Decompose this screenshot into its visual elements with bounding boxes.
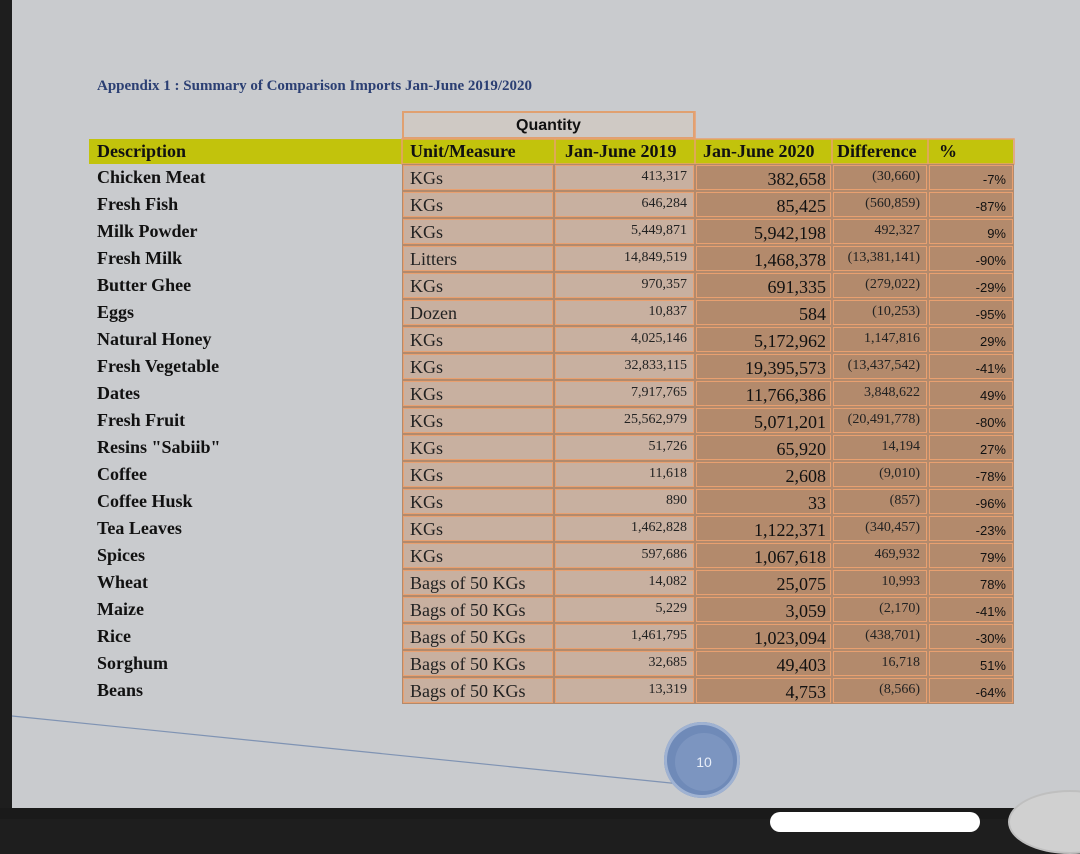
table-row — [0, 650, 1080, 677]
row-qty-2019: 5,449,871 — [555, 219, 694, 244]
appendix-title: Appendix 1 : Summary of Comparison Imports Jan-June 2019/2020 — [97, 78, 533, 94]
row-unit: KGs — [403, 435, 553, 460]
row-qty-2020: 5,942,198 — [696, 219, 831, 244]
row-difference: (340,457) — [833, 516, 927, 541]
row-unit: Dozen — [403, 300, 553, 325]
row-qty-2019: 51,726 — [555, 435, 694, 460]
row-qty-2019: 597,686 — [555, 543, 694, 568]
row-qty-2019: 32,685 — [555, 651, 694, 676]
row-qty-2020: 2,608 — [696, 462, 831, 487]
table-row — [0, 218, 1080, 245]
row-qty-2020: 5,071,201 — [696, 408, 831, 433]
row-unit: Bags of 50 KGs — [403, 624, 553, 649]
header-difference: Difference — [837, 141, 917, 161]
row-description: Coffee Husk — [97, 491, 193, 511]
row-qty-2020: 584 — [696, 300, 831, 325]
home-indicator[interactable] — [770, 812, 980, 832]
row-difference: 16,718 — [833, 651, 927, 676]
row-percent: 79% — [929, 543, 1013, 568]
row-qty-2020: 85,425 — [696, 192, 831, 217]
table-row — [0, 272, 1080, 299]
row-percent: 49% — [929, 381, 1013, 406]
row-percent: -23% — [929, 516, 1013, 541]
row-qty-2020: 65,920 — [696, 435, 831, 460]
row-description: Fresh Milk — [97, 248, 183, 268]
row-qty-2019: 5,229 — [555, 597, 694, 622]
row-difference: (9,010) — [833, 462, 927, 487]
row-unit: KGs — [403, 192, 553, 217]
row-unit: KGs — [403, 273, 553, 298]
row-description: Fresh Fruit — [97, 410, 186, 430]
row-qty-2019: 1,461,795 — [555, 624, 694, 649]
row-unit: Litters — [403, 246, 553, 271]
row-qty-2020: 33 — [696, 489, 831, 514]
row-difference: (30,660) — [833, 165, 927, 190]
row-description: Maize — [97, 599, 144, 619]
row-difference: 3,848,622 — [833, 381, 927, 406]
row-percent: -30% — [929, 624, 1013, 649]
header-unit: Unit/Measure — [410, 141, 516, 161]
table-row — [0, 488, 1080, 515]
table-row — [0, 407, 1080, 434]
row-unit: KGs — [403, 327, 553, 352]
row-description: Fresh Vegetable — [97, 356, 220, 376]
row-percent: -90% — [929, 246, 1013, 271]
row-percent: -7% — [929, 165, 1013, 190]
header-description: Description — [97, 141, 186, 161]
row-qty-2019: 646,284 — [555, 192, 694, 217]
row-qty-2020: 11,766,386 — [696, 381, 831, 406]
table-row — [0, 326, 1080, 353]
row-qty-2020: 691,335 — [696, 273, 831, 298]
row-description: Eggs — [97, 302, 135, 322]
row-percent: -29% — [929, 273, 1013, 298]
row-percent: 78% — [929, 570, 1013, 595]
row-unit: KGs — [403, 165, 553, 190]
row-percent: -96% — [929, 489, 1013, 514]
row-description: Beans — [97, 680, 144, 700]
row-difference: 1,147,816 — [833, 327, 927, 352]
table-row — [0, 299, 1080, 326]
row-qty-2019: 970,357 — [555, 273, 694, 298]
row-unit: KGs — [403, 354, 553, 379]
table-row — [0, 164, 1080, 191]
row-unit: KGs — [403, 516, 553, 541]
row-description: Resins "Sabiib" — [97, 437, 221, 457]
row-qty-2019: 413,317 — [555, 165, 694, 190]
row-unit: Bags of 50 KGs — [403, 678, 553, 703]
row-qty-2020: 1,122,371 — [696, 516, 831, 541]
table-row — [0, 515, 1080, 542]
row-unit: Bags of 50 KGs — [403, 597, 553, 622]
row-percent: 9% — [929, 219, 1013, 244]
row-qty-2020: 1,023,094 — [696, 624, 831, 649]
row-difference: (10,253) — [833, 300, 927, 325]
table-row — [0, 596, 1080, 623]
row-qty-2020: 5,172,962 — [696, 327, 831, 352]
row-percent: 51% — [929, 651, 1013, 676]
row-description: Natural Honey — [97, 329, 212, 349]
row-qty-2020: 1,067,618 — [696, 543, 831, 568]
row-qty-2019: 890 — [555, 489, 694, 514]
row-unit: Bags of 50 KGs — [403, 651, 553, 676]
table-row — [0, 434, 1080, 461]
row-difference: (2,170) — [833, 597, 927, 622]
table-row — [0, 245, 1080, 272]
table-row — [0, 677, 1080, 704]
row-difference: 14,194 — [833, 435, 927, 460]
row-difference: 492,327 — [833, 219, 927, 244]
header-jan-june-2019: Jan-June 2019 — [565, 141, 677, 161]
row-description: Coffee — [97, 464, 147, 484]
row-description: Tea Leaves — [97, 518, 182, 538]
row-description: Rice — [97, 626, 131, 646]
row-qty-2020: 25,075 — [696, 570, 831, 595]
row-qty-2019: 32,833,115 — [555, 354, 694, 379]
row-percent: -41% — [929, 354, 1013, 379]
row-qty-2019: 4,025,146 — [555, 327, 694, 352]
row-unit: KGs — [403, 462, 553, 487]
quantity-header: Quantity — [402, 111, 695, 139]
table-row — [0, 191, 1080, 218]
row-description: Sorghum — [97, 653, 169, 673]
table-row — [0, 461, 1080, 488]
row-percent: -41% — [929, 597, 1013, 622]
row-percent: -78% — [929, 462, 1013, 487]
table-row — [0, 542, 1080, 569]
row-difference: (13,437,542) — [833, 354, 927, 379]
row-difference: 10,993 — [833, 570, 927, 595]
table-row — [0, 353, 1080, 380]
table-row — [0, 569, 1080, 596]
row-qty-2019: 7,917,765 — [555, 381, 694, 406]
row-difference: (560,859) — [833, 192, 927, 217]
table-row — [0, 623, 1080, 650]
row-percent: -87% — [929, 192, 1013, 217]
row-qty-2020: 382,658 — [696, 165, 831, 190]
row-percent: -95% — [929, 300, 1013, 325]
row-qty-2019: 14,082 — [555, 570, 694, 595]
row-unit: KGs — [403, 408, 553, 433]
row-description: Milk Powder — [97, 221, 198, 241]
header-jan-june-2020: Jan-June 2020 — [703, 141, 815, 161]
row-percent: -80% — [929, 408, 1013, 433]
row-unit: KGs — [403, 381, 553, 406]
row-qty-2019: 14,849,519 — [555, 246, 694, 271]
row-qty-2019: 1,462,828 — [555, 516, 694, 541]
row-description: Spices — [97, 545, 146, 565]
row-qty-2020: 19,395,573 — [696, 354, 831, 379]
row-description: Wheat — [97, 572, 148, 592]
row-qty-2020: 49,403 — [696, 651, 831, 676]
row-difference: (438,701) — [833, 624, 927, 649]
row-qty-2019: 13,319 — [555, 678, 694, 703]
row-unit: KGs — [403, 219, 553, 244]
row-unit: KGs — [403, 489, 553, 514]
row-qty-2019: 11,618 — [555, 462, 694, 487]
row-description: Butter Ghee — [97, 275, 192, 295]
row-difference: 469,932 — [833, 543, 927, 568]
row-qty-2020: 3,059 — [696, 597, 831, 622]
row-unit: Bags of 50 KGs — [403, 570, 553, 595]
row-description: Fresh Fish — [97, 194, 179, 214]
header-percent: % — [939, 141, 957, 161]
row-difference: (13,381,141) — [833, 246, 927, 271]
row-difference: (8,566) — [833, 678, 927, 703]
row-qty-2019: 10,837 — [555, 300, 694, 325]
row-qty-2019: 25,562,979 — [555, 408, 694, 433]
page-number: 10 — [675, 733, 733, 791]
row-percent: 29% — [929, 327, 1013, 352]
row-qty-2020: 4,753 — [696, 678, 831, 703]
row-difference: (279,022) — [833, 273, 927, 298]
row-description: Dates — [97, 383, 140, 403]
row-difference: (20,491,778) — [833, 408, 927, 433]
row-qty-2020: 1,468,378 — [696, 246, 831, 271]
row-unit: KGs — [403, 543, 553, 568]
table-row — [0, 380, 1080, 407]
row-percent: -64% — [929, 678, 1013, 703]
row-difference: (857) — [833, 489, 927, 514]
row-description: Chicken Meat — [97, 167, 206, 187]
row-percent: 27% — [929, 435, 1013, 460]
